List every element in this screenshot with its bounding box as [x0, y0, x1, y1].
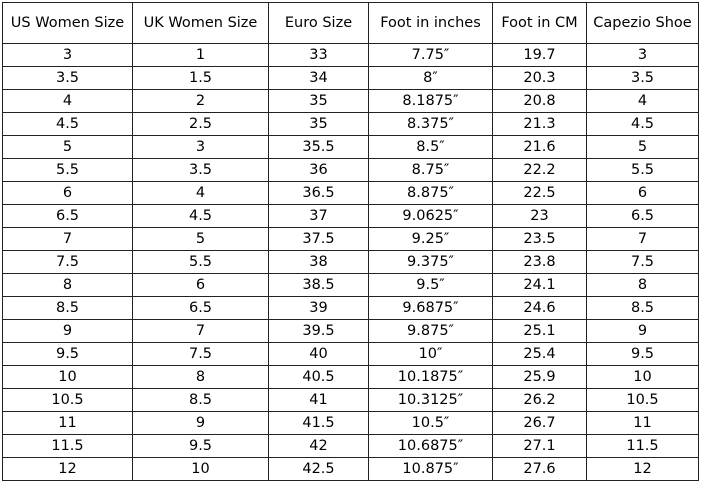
table-row	[3, 228, 699, 251]
cell-foot-in-inches: 8.1875″	[369, 90, 493, 113]
cell-capezio-shoe: 9	[587, 320, 699, 343]
cell-euro-size: 35	[269, 90, 369, 113]
table-row	[3, 67, 699, 90]
cell-capezio-shoe: 6.5	[587, 205, 699, 228]
cell-foot-in-inches: 9.0625″	[369, 205, 493, 228]
cell-foot-in-inches: 10.3125″	[369, 389, 493, 412]
cell-uk-women-size: 1.5	[133, 67, 269, 90]
cell-euro-size: 42.5	[269, 458, 369, 481]
cell-foot-in-inches: 8″	[369, 67, 493, 90]
cell-foot-in-cm: 26.2	[493, 389, 587, 412]
cell-us-women-size: 8.5	[3, 297, 133, 320]
cell-foot-in-cm: 24.6	[493, 297, 587, 320]
cell-capezio-shoe: 10	[587, 366, 699, 389]
table-row	[3, 458, 699, 481]
cell-capezio-shoe: 11	[587, 412, 699, 435]
cell-foot-in-cm: 27.6	[493, 458, 587, 481]
cell-euro-size: 36.5	[269, 182, 369, 205]
cell-uk-women-size: 2	[133, 90, 269, 113]
cell-foot-in-inches: 8.375″	[369, 113, 493, 136]
cell-euro-size: 35.5	[269, 136, 369, 159]
cell-us-women-size: 3.5	[3, 67, 133, 90]
cell-uk-women-size: 3	[133, 136, 269, 159]
cell-us-women-size: 6.5	[3, 205, 133, 228]
cell-uk-women-size: 5	[133, 228, 269, 251]
cell-foot-in-inches: 7.75″	[369, 44, 493, 67]
cell-capezio-shoe: 3.5	[587, 67, 699, 90]
table-row	[3, 113, 699, 136]
cell-uk-women-size: 7	[133, 320, 269, 343]
cell-us-women-size: 7	[3, 228, 133, 251]
table-row	[3, 274, 699, 297]
table-row	[3, 435, 699, 458]
cell-uk-women-size: 7.5	[133, 343, 269, 366]
cell-foot-in-cm: 22.2	[493, 159, 587, 182]
cell-uk-women-size: 8	[133, 366, 269, 389]
cell-capezio-shoe: 7.5	[587, 251, 699, 274]
cell-uk-women-size: 10	[133, 458, 269, 481]
cell-us-women-size: 12	[3, 458, 133, 481]
cell-capezio-shoe: 8.5	[587, 297, 699, 320]
cell-euro-size: 36	[269, 159, 369, 182]
cell-foot-in-cm: 25.4	[493, 343, 587, 366]
cell-foot-in-cm: 24.1	[493, 274, 587, 297]
cell-capezio-shoe: 3	[587, 44, 699, 67]
cell-capezio-shoe: 7	[587, 228, 699, 251]
cell-us-women-size: 7.5	[3, 251, 133, 274]
cell-foot-in-inches: 10.875″	[369, 458, 493, 481]
cell-euro-size: 35	[269, 113, 369, 136]
cell-euro-size: 41	[269, 389, 369, 412]
cell-capezio-shoe: 5	[587, 136, 699, 159]
cell-foot-in-cm: 27.1	[493, 435, 587, 458]
cell-us-women-size: 11.5	[3, 435, 133, 458]
cell-foot-in-inches: 10.6875″	[369, 435, 493, 458]
table-row	[3, 297, 699, 320]
cell-uk-women-size: 4	[133, 182, 269, 205]
cell-capezio-shoe: 5.5	[587, 159, 699, 182]
cell-foot-in-cm: 21.3	[493, 113, 587, 136]
cell-euro-size: 33	[269, 44, 369, 67]
cell-us-women-size: 9	[3, 320, 133, 343]
header-uk-women-size: UK Women Size	[133, 3, 269, 44]
cell-foot-in-cm: 23	[493, 205, 587, 228]
cell-uk-women-size: 2.5	[133, 113, 269, 136]
cell-us-women-size: 5	[3, 136, 133, 159]
cell-euro-size: 40.5	[269, 366, 369, 389]
cell-foot-in-inches: 9.25″	[369, 228, 493, 251]
cell-uk-women-size: 3.5	[133, 159, 269, 182]
cell-foot-in-cm: 22.5	[493, 182, 587, 205]
cell-foot-in-inches: 9.6875″	[369, 297, 493, 320]
table-row	[3, 205, 699, 228]
table-row	[3, 343, 699, 366]
cell-capezio-shoe: 9.5	[587, 343, 699, 366]
table-row	[3, 44, 699, 67]
cell-foot-in-inches: 8.75″	[369, 159, 493, 182]
cell-foot-in-inches: 10″	[369, 343, 493, 366]
cell-euro-size: 34	[269, 67, 369, 90]
table-body	[3, 44, 699, 481]
cell-foot-in-cm: 26.7	[493, 412, 587, 435]
cell-euro-size: 38.5	[269, 274, 369, 297]
cell-foot-in-cm: 21.6	[493, 136, 587, 159]
table-row	[3, 366, 699, 389]
cell-us-women-size: 6	[3, 182, 133, 205]
cell-euro-size: 39	[269, 297, 369, 320]
cell-us-women-size: 9.5	[3, 343, 133, 366]
cell-foot-in-cm: 25.1	[493, 320, 587, 343]
table-row	[3, 320, 699, 343]
cell-uk-women-size: 9	[133, 412, 269, 435]
cell-foot-in-inches: 8.875″	[369, 182, 493, 205]
cell-euro-size: 37.5	[269, 228, 369, 251]
cell-foot-in-inches: 9.375″	[369, 251, 493, 274]
cell-euro-size: 41.5	[269, 412, 369, 435]
table-row	[3, 412, 699, 435]
cell-foot-in-cm: 20.3	[493, 67, 587, 90]
cell-us-women-size: 10	[3, 366, 133, 389]
cell-foot-in-cm: 23.8	[493, 251, 587, 274]
cell-uk-women-size: 5.5	[133, 251, 269, 274]
header-us-women-size: US Women Size	[3, 3, 133, 44]
cell-foot-in-cm: 19.7	[493, 44, 587, 67]
cell-us-women-size: 10.5	[3, 389, 133, 412]
cell-uk-women-size: 8.5	[133, 389, 269, 412]
cell-uk-women-size: 9.5	[133, 435, 269, 458]
cell-foot-in-inches: 10.5″	[369, 412, 493, 435]
header-row	[3, 3, 699, 44]
cell-us-women-size: 8	[3, 274, 133, 297]
cell-us-women-size: 3	[3, 44, 133, 67]
header-euro-size: Euro Size	[269, 3, 369, 44]
table-row	[3, 182, 699, 205]
header-capezio-shoe: Capezio Shoe	[587, 3, 699, 44]
header-foot-in-cm: Foot in CM	[493, 3, 587, 44]
cell-foot-in-inches: 9.875″	[369, 320, 493, 343]
table-row	[3, 389, 699, 412]
cell-euro-size: 40	[269, 343, 369, 366]
cell-capezio-shoe: 11.5	[587, 435, 699, 458]
cell-us-women-size: 4.5	[3, 113, 133, 136]
cell-foot-in-cm: 25.9	[493, 366, 587, 389]
table-header	[3, 3, 699, 44]
cell-foot-in-inches: 9.5″	[369, 274, 493, 297]
cell-euro-size: 38	[269, 251, 369, 274]
table-row	[3, 90, 699, 113]
cell-capezio-shoe: 12	[587, 458, 699, 481]
cell-euro-size: 39.5	[269, 320, 369, 343]
cell-euro-size: 37	[269, 205, 369, 228]
cell-uk-women-size: 1	[133, 44, 269, 67]
table-row	[3, 136, 699, 159]
cell-capezio-shoe: 6	[587, 182, 699, 205]
cell-foot-in-inches: 10.1875″	[369, 366, 493, 389]
cell-capezio-shoe: 10.5	[587, 389, 699, 412]
cell-capezio-shoe: 8	[587, 274, 699, 297]
table-row	[3, 251, 699, 274]
cell-us-women-size: 5.5	[3, 159, 133, 182]
cell-capezio-shoe: 4.5	[587, 113, 699, 136]
table-row	[3, 159, 699, 182]
cell-uk-women-size: 6	[133, 274, 269, 297]
cell-foot-in-inches: 8.5″	[369, 136, 493, 159]
cell-foot-in-cm: 20.8	[493, 90, 587, 113]
cell-us-women-size: 4	[3, 90, 133, 113]
cell-us-women-size: 11	[3, 412, 133, 435]
cell-uk-women-size: 4.5	[133, 205, 269, 228]
header-foot-in-inches: Foot in inches	[369, 3, 493, 44]
cell-foot-in-cm: 23.5	[493, 228, 587, 251]
cell-euro-size: 42	[269, 435, 369, 458]
cell-capezio-shoe: 4	[587, 90, 699, 113]
size-chart-table	[2, 2, 699, 481]
cell-uk-women-size: 6.5	[133, 297, 269, 320]
